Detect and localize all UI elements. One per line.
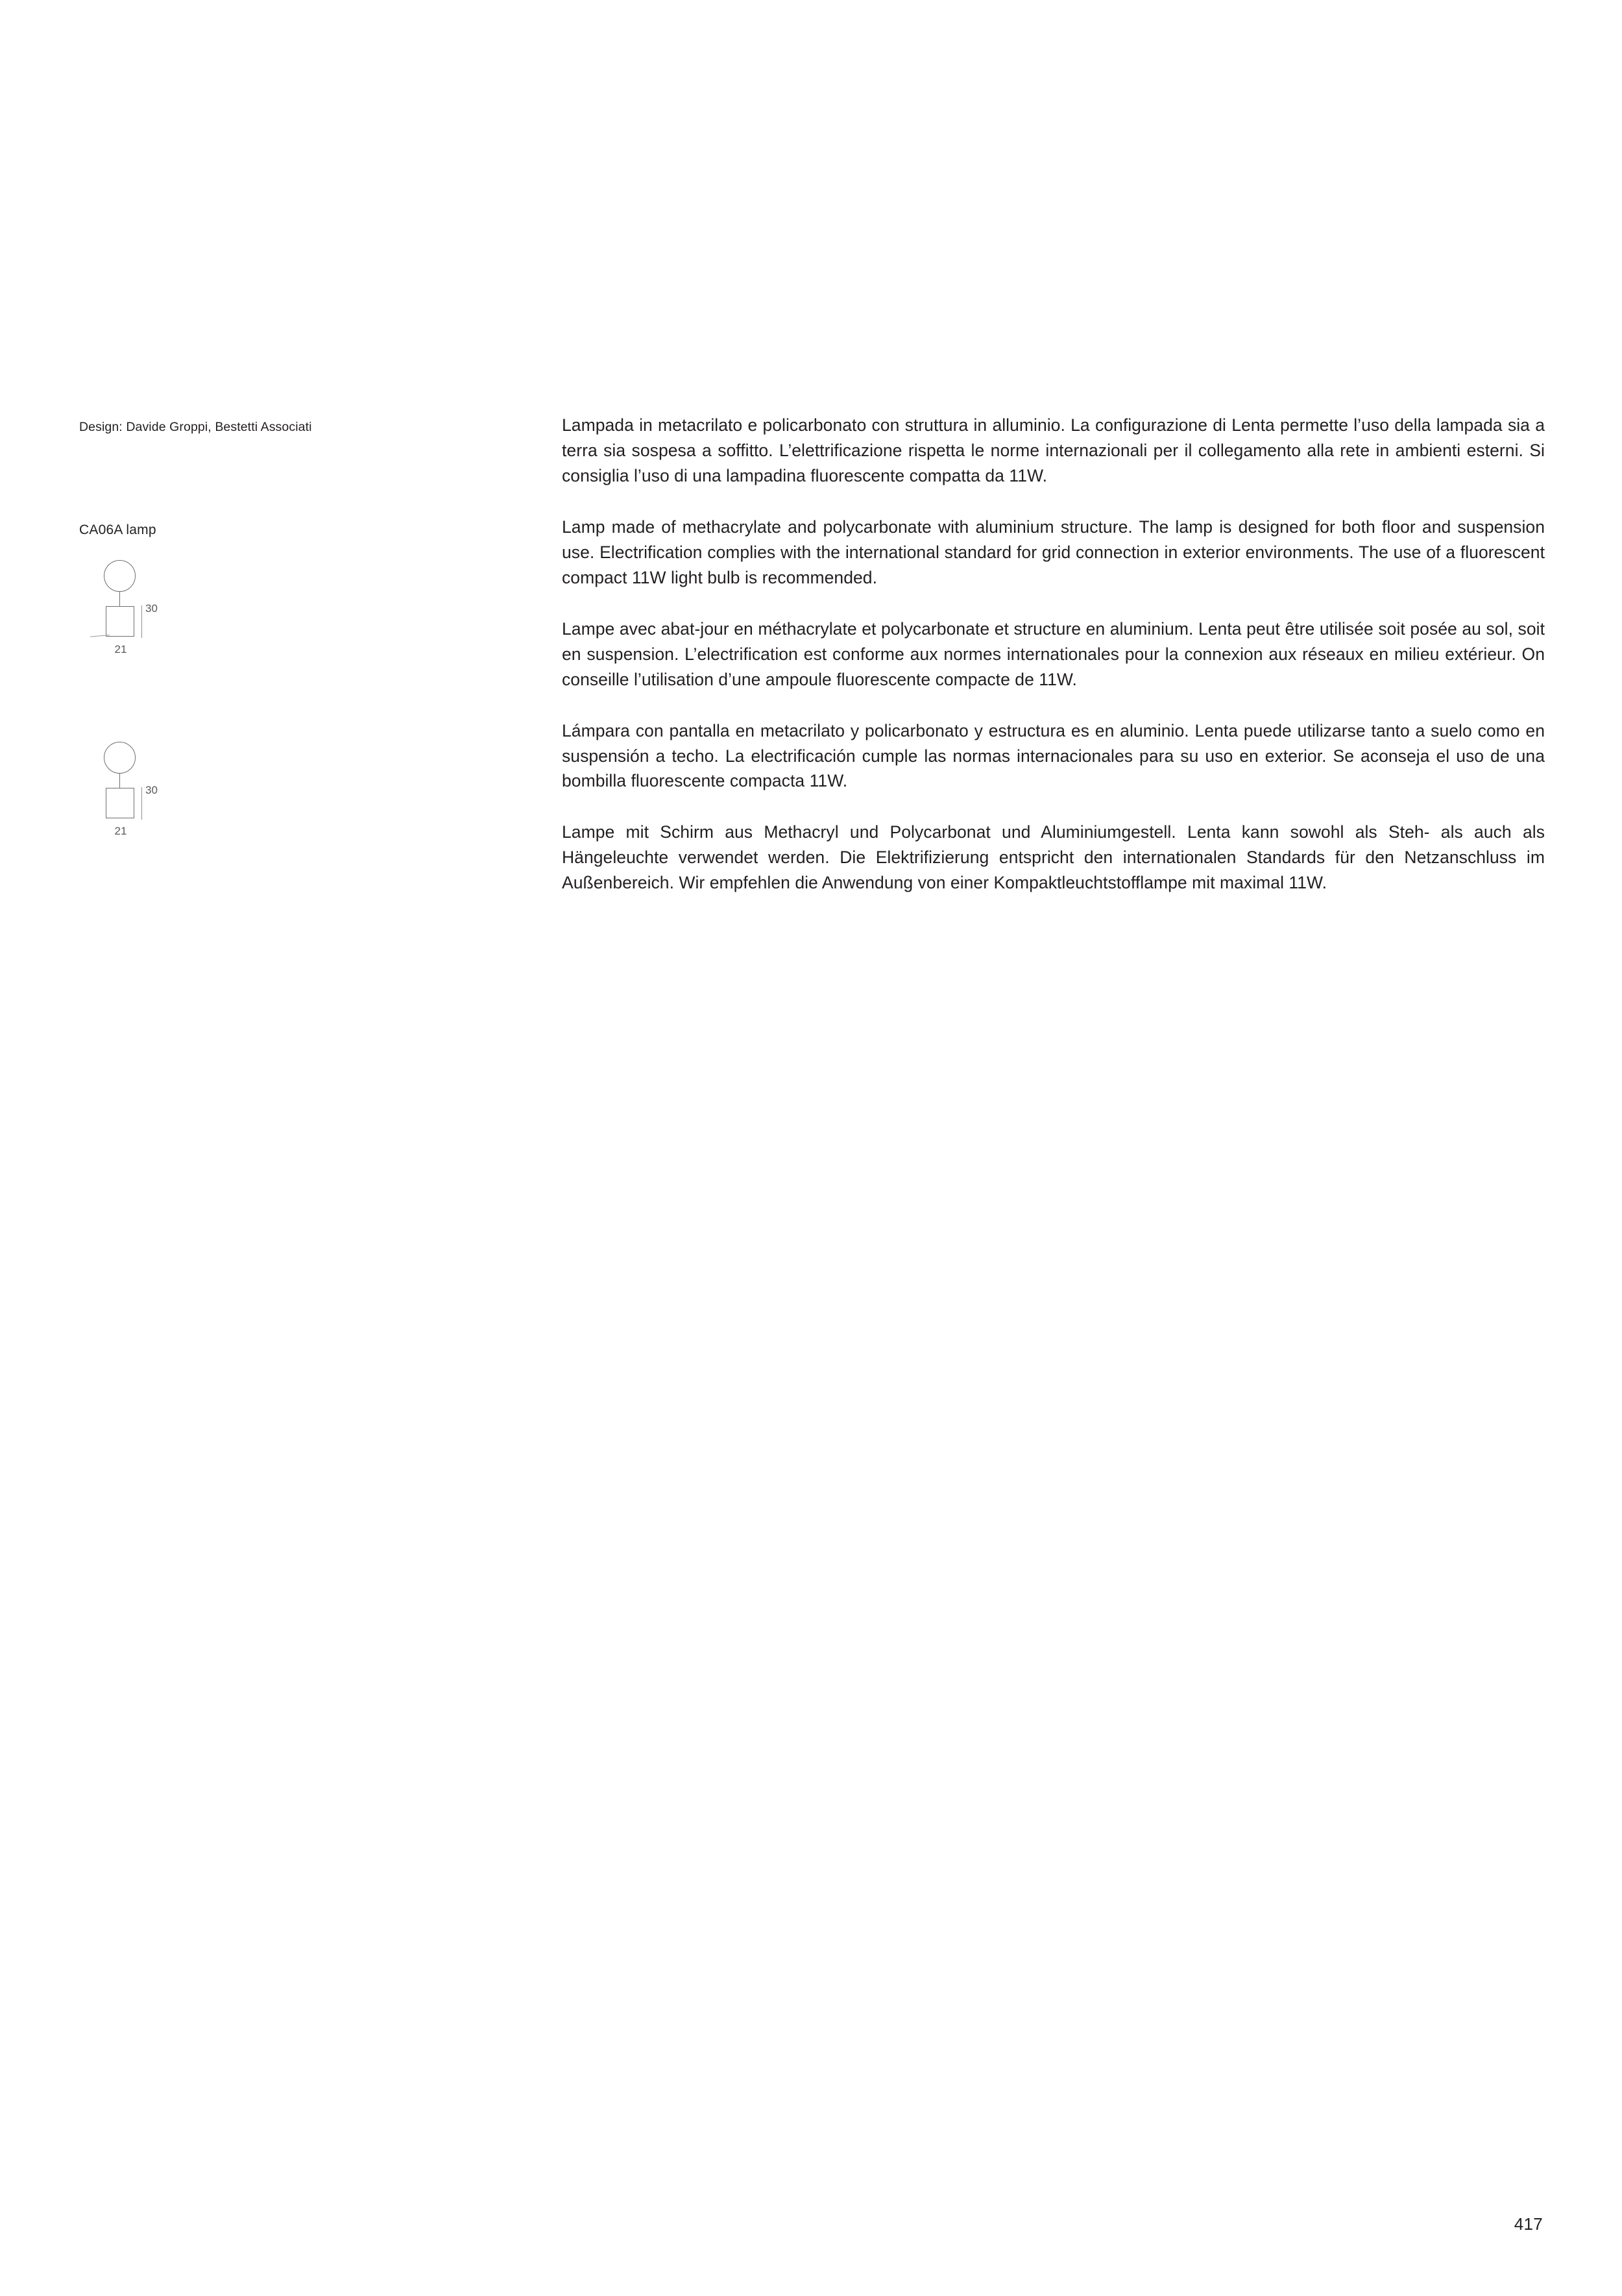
- lamp-shade-circle-icon: [104, 560, 136, 592]
- description-paragraph-de: Lampe mit Schirm aus Methacryl und Polycarbonat und Aluminiumgestell. Lenta kann sowohl als Steh- als auch als Hängeleuchte verwendet werden. Die Elektrifizierung entspricht den internationalen Standards für den Netzanschluss im Außenbereich. Wir empfehlen die Anwendung von einer Kompaktleuchtstofflampe mit maximal 11W.: [562, 822, 1545, 893]
- lamp-shade-circle-icon: [104, 742, 136, 774]
- height-dimension: [141, 602, 167, 638]
- lamp-body-square: [106, 788, 134, 818]
- product-name: CA06A lamp: [79, 522, 156, 537]
- suspension-lamp-drawing: [79, 742, 293, 878]
- width-dimension-label: 21: [114, 825, 127, 837]
- description-paragraph-en: Lamp made of methacrylate and polycarbonate with aluminium structure. The lamp is designed for both floor and suspension use. Electrification complies with the international standard for grid connection in exterior environments. The use of a fluorescent compact 11W light bulb is recommended.: [562, 517, 1545, 587]
- lamp-stem-line: [119, 592, 120, 606]
- dimension-tick-line: [141, 605, 142, 638]
- design-credit: Design: Davide Groppi, Bestetti Associati: [79, 420, 312, 434]
- description-paragraph-it: Lampada in metacrilato e policarbonato con struttura in alluminio. La configurazione di Lenta permette l’uso della lampada sia a terra sia sospesa a soffitto. L’elettrificazione rispetta le norme internazionali per il collegamento alla rete in ambienti esterni. Si consiglia l’uso di una lampadina fluorescente compatta da 11W.: [562, 415, 1545, 485]
- floor-lamp-drawing: [79, 560, 293, 696]
- page-number: 417: [1514, 2214, 1543, 2234]
- technical-drawings: [79, 560, 352, 878]
- lamp-stem-line: [119, 774, 120, 788]
- description-paragraph-fr: Lampe avec abat-jour en méthacrylate et polycarbonate et structure en aluminium. Lenta peut être utilisée soit posée au sol, soit en suspension. L’electrification est conforme aux normes internationales pour la connexion aux réseaux en milieu extérieur. On conseille l’utilisation d’une ampoule fluorescente compacte de 11W.: [562, 618, 1545, 689]
- height-dimension: [141, 784, 167, 820]
- dimension-tick-line: [141, 787, 142, 820]
- height-dimension-label: 30: [145, 784, 158, 796]
- left-column: [79, 419, 559, 837]
- lamp-body-square: [106, 606, 134, 637]
- description-paragraph-es: Lámpara con pantalla en metacrilato y policarbonato y estructura es en aluminio. Lenta puede utilizarse tanto a suelo como en suspensión a techo. La electrificación cumple las normas internacionales para su uso en exterior. Se aconseja el uso de una bombilla fluorescente compacta 11W.: [562, 720, 1545, 791]
- description-column: [562, 413, 1545, 896]
- width-dimension-label: 21: [114, 643, 127, 655]
- height-dimension-label: 30: [145, 602, 158, 615]
